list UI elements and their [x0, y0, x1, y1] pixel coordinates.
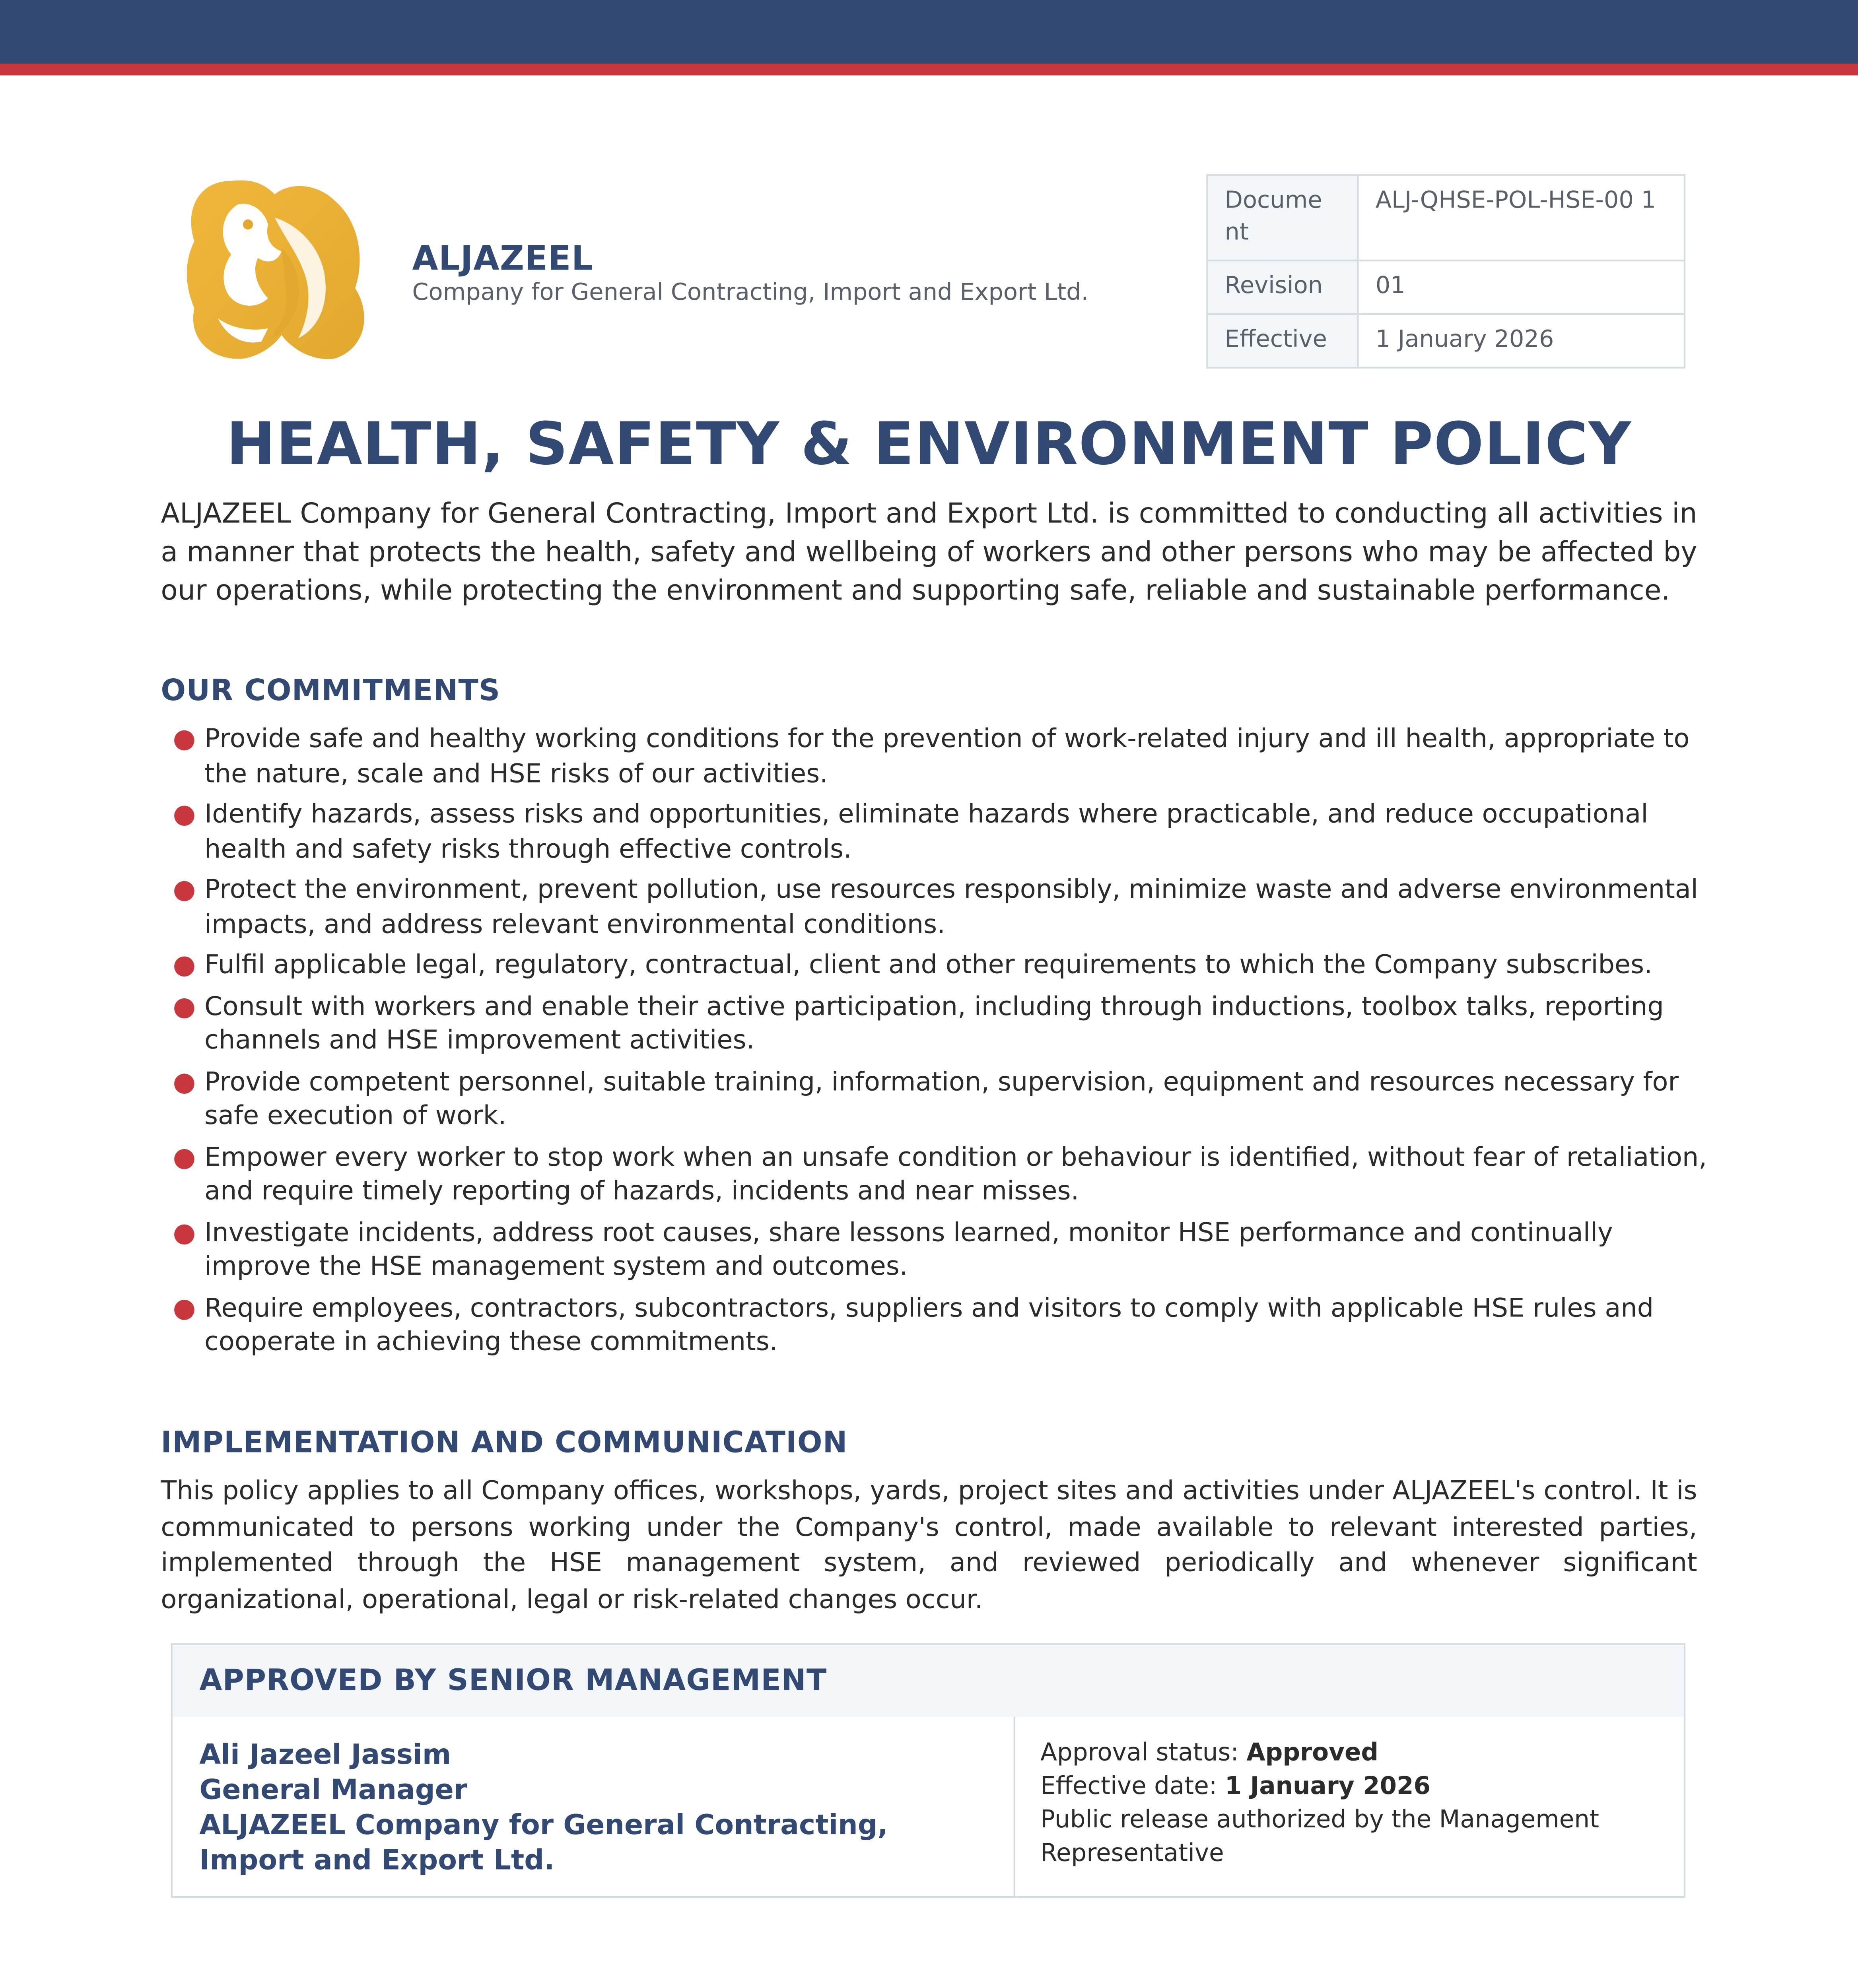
commitment-text: Protect the environment, prevent pollution, use resources responsibly, minimize waste and adverse environmental impacts, and address relevant environmental conditions.	[204, 874, 1698, 939]
list-item	[171, 722, 1712, 791]
list-item	[171, 948, 1712, 982]
implementation-heading: IMPLEMENTATION AND COMMUNICATION	[161, 1427, 848, 1461]
approval-divider	[1014, 1717, 1015, 1896]
table-row	[1207, 314, 1685, 368]
commitments-list	[171, 722, 1712, 1366]
bullet-icon	[174, 1073, 194, 1093]
company-name: ALJAZEEL	[412, 238, 593, 278]
revision-label: Revision	[1207, 260, 1358, 314]
table-row	[1207, 260, 1685, 314]
effective-label: Effective	[1207, 314, 1358, 368]
document-control-table	[1206, 174, 1685, 369]
list-item	[171, 1215, 1712, 1284]
effective-date-value: 1 January 2026	[1224, 1774, 1431, 1801]
bullet-icon	[174, 806, 194, 826]
bullet-icon	[174, 1223, 194, 1244]
commitment-text: Empower every worker to stop work when an unsafe condition or behaviour is identified, without fear of retaliation, and require timely reporting of hazards, incidents and near misses.	[204, 1142, 1707, 1206]
commitment-text: Investigate incidents, address root causes, share lessons learned, monitor HSE performance and continually improve the HSE management system and outcomes.	[204, 1217, 1613, 1281]
approver-block	[199, 1737, 888, 1878]
header-band	[0, 0, 1858, 64]
company-subtitle: Company for General Contracting, Import and Export Ltd.	[412, 280, 1089, 307]
header-accent-stripe	[0, 64, 1858, 75]
falcon-logo-icon	[181, 174, 369, 367]
list-item	[171, 1064, 1712, 1133]
commitment-text: Identify hazards, assess risks and opportunities, eliminate hazards where practicable, and reduce occupational health and safety risks through effective controls.	[204, 799, 1648, 864]
bullet-icon	[174, 1299, 194, 1319]
bullet-icon	[174, 998, 194, 1018]
page-title: HEALTH, SAFETY & ENVIRONMENT POLICY	[226, 412, 1632, 479]
commitment-text: Consult with workers and enable their active participation, including through inductions, toolbox talks, reporting channels and HSE improvement activities.	[204, 990, 1664, 1056]
effective-date-label: Effective date:	[1040, 1774, 1217, 1801]
approval-header	[173, 1645, 1684, 1717]
list-item	[171, 1140, 1712, 1209]
release-note-line-1: Public release authorized by the Management	[1040, 1807, 1600, 1835]
bullet-icon	[174, 730, 194, 751]
approver-name: Ali Jazeel Jassim	[199, 1738, 451, 1771]
approval-status-row	[1040, 1737, 1599, 1771]
list-item	[171, 797, 1712, 866]
approver-company-line-1: ALJAZEEL Company for General Contracting,	[199, 1809, 888, 1841]
approver-company-line-2: Import and Export Ltd.	[199, 1844, 555, 1876]
approval-status-label: Approval status:	[1040, 1740, 1239, 1767]
approval-heading: APPROVED BY SENIOR MANAGEMENT	[199, 1665, 827, 1699]
revision-value: 01	[1358, 260, 1684, 314]
commitment-text: Require employees, contractors, subcontractors, suppliers and visitors to comply with applicable HSE rules and cooperate in achieving these commitments.	[204, 1292, 1654, 1357]
bullet-icon	[174, 1148, 194, 1169]
list-item	[171, 873, 1712, 942]
bullet-icon	[174, 881, 194, 901]
list-item	[171, 989, 1712, 1058]
release-note-line-2: Representative	[1040, 1840, 1224, 1868]
commitment-text: Provide safe and healthy working conditions for the prevention of work-related injury and ill health, appropriate to the nature, scale and HSE risks of our activities.	[204, 723, 1690, 788]
approval-box	[171, 1643, 1685, 1898]
document-label: Docume nt	[1207, 175, 1358, 260]
approver-role: General Manager	[199, 1774, 468, 1806]
list-item	[171, 1291, 1712, 1359]
implementation-paragraph: This policy applies to all Company offices, workshops, yards, project sites and activities under ALJAZEEL's control. It is communicated to persons working under the Company's control, made available to relevant interested parties, implemented through the HSE management system, and reviewed periodically and whenever significant organizational, operational, legal or risk-related changes occur.	[161, 1475, 1697, 1614]
effective-value: 1 January 2026	[1358, 314, 1684, 368]
effective-date-row	[1040, 1771, 1599, 1804]
commitments-heading: OUR COMMITMENTS	[161, 675, 501, 709]
commitment-text: Fulfil applicable legal, regulatory, contractual, client and other requirements to which the Company subscribes.	[204, 949, 1652, 980]
bullet-icon	[174, 957, 194, 977]
document-number: ALJ-QHSE-POL-HSE-00 1	[1358, 175, 1684, 260]
approval-status-value: Approved	[1246, 1740, 1379, 1767]
intro-paragraph: ALJAZEEL Company for General Contracting, Import and Export Ltd. is committed to conducting all activities in a manner that protects the health, safety and wellbeing of workers and other persons who may be affected by our operations, while protecting the environment and supporting safe, reliable and sustainable performance.	[161, 497, 1697, 607]
approval-details	[1040, 1737, 1599, 1871]
table-row	[1207, 175, 1685, 260]
commitment-text: Provide competent personnel, suitable training, information, supervision, equipment and resources necessary for safe execution of work.	[204, 1066, 1679, 1131]
